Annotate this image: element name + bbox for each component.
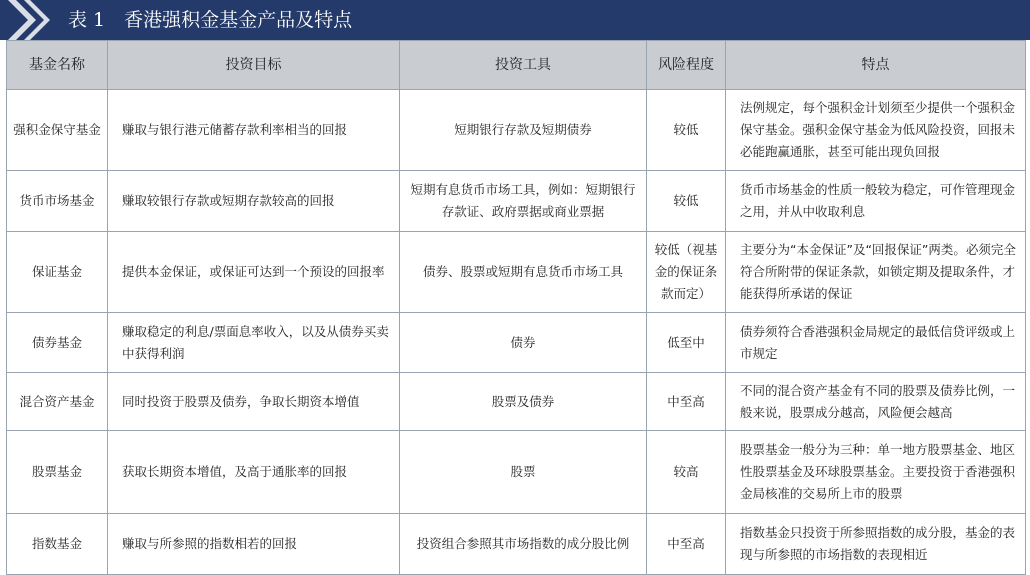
features-cell: 债券须符合香港强积金局规定的最低信贷评级或上市规定 <box>726 313 1026 373</box>
features-cell: 货币市场基金的性质一般较为稳定，可作管理现金之用，并从中收取利息 <box>726 171 1026 232</box>
column-header-goal: 投资目标 <box>108 41 400 90</box>
features-cell: 指数基金只投资于所参照指数的成分股，基金的表现与所参照的市场指数的表现相近 <box>726 514 1026 575</box>
goal-cell: 赚取与银行港元储蓄存款利率相当的回报 <box>108 90 400 171</box>
goal-cell: 同时投资于股票及债券，争取长期资本增值 <box>108 373 400 431</box>
table-row <box>7 373 1026 431</box>
fund-name-cell: 债券基金 <box>7 313 108 373</box>
goal-cell: 获取长期资本增值，及高于通胀率的回报 <box>108 431 400 514</box>
column-header-features: 特点 <box>726 41 1026 90</box>
features-cell: 主要分为“本金保证”及“回报保证”两类。必须完全符合所附带的保证条款，如锁定期及提取条件，才能获得所承诺的保证 <box>726 232 1026 313</box>
risk-cell: 中至高 <box>647 514 726 575</box>
risk-cell: 低至中 <box>647 313 726 373</box>
fund-name-cell: 混合资产基金 <box>7 373 108 431</box>
tools-cell: 短期银行存款及短期债券 <box>400 90 647 171</box>
goal-cell: 赚取较银行存款或短期存款较高的回报 <box>108 171 400 232</box>
tools-cell: 债券 <box>400 313 647 373</box>
tools-cell: 短期有息货币市场工具，例如：短期银行存款证、政府票据或商业票据 <box>400 171 647 232</box>
table-row <box>7 514 1026 575</box>
tools-cell: 股票 <box>400 431 647 514</box>
tools-cell: 股票及债券 <box>400 373 647 431</box>
column-header-risk: 风险程度 <box>647 41 726 90</box>
page-title: 表 1 香港强积金基金产品及特点 <box>68 9 353 31</box>
table-title-bar <box>0 0 1030 40</box>
fund-name-cell: 强积金保守基金 <box>7 90 108 171</box>
fund-name-cell: 保证基金 <box>7 232 108 313</box>
goal-cell: 赚取与所参照的指数相若的回报 <box>108 514 400 575</box>
fund-name-cell: 指数基金 <box>7 514 108 575</box>
risk-cell: 中至高 <box>647 373 726 431</box>
features-cell: 不同的混合资产基金有不同的股票及债券比例，一般来说，股票成分越高，风险便会越高 <box>726 373 1026 431</box>
risk-cell: 较低 <box>647 171 726 232</box>
risk-cell: 较低 <box>647 90 726 171</box>
fund-name-cell: 股票基金 <box>7 431 108 514</box>
table-row <box>7 171 1026 232</box>
table-row <box>7 431 1026 514</box>
goal-cell: 赚取稳定的利息/票面息率收入，以及从债券买卖中获得利润 <box>108 313 400 373</box>
features-cell: 股票基金一般分为三种：单一地方股票基金、地区性股票基金及环球股票基金。主要投资于香港强积金局核准的交易所上市的股票 <box>726 431 1026 514</box>
column-header-tools: 投资工具 <box>400 41 647 90</box>
table-header-row <box>7 41 1026 90</box>
tools-cell: 债券、股票或短期有息货币市场工具 <box>400 232 647 313</box>
goal-cell: 提供本金保证，或保证可达到一个预设的回报率 <box>108 232 400 313</box>
features-cell: 法例规定，每个强积金计划须至少提供一个强积金保守基金。强积金保守基金为低风险投资，回报未必能跑赢通胀，甚至可能出现负回报 <box>726 90 1026 171</box>
fund-table <box>6 40 1026 575</box>
column-header-name: 基金名称 <box>7 41 108 90</box>
tools-cell: 投资组合参照其市场指数的成分股比例 <box>400 514 647 575</box>
risk-cell: 较高 <box>647 431 726 514</box>
table-row <box>7 313 1026 373</box>
chevron-right-icon <box>8 0 60 40</box>
risk-cell: 较低（视基金的保证条款而定） <box>647 232 726 313</box>
table-row <box>7 90 1026 171</box>
table-row <box>7 232 1026 313</box>
fund-name-cell: 货币市场基金 <box>7 171 108 232</box>
